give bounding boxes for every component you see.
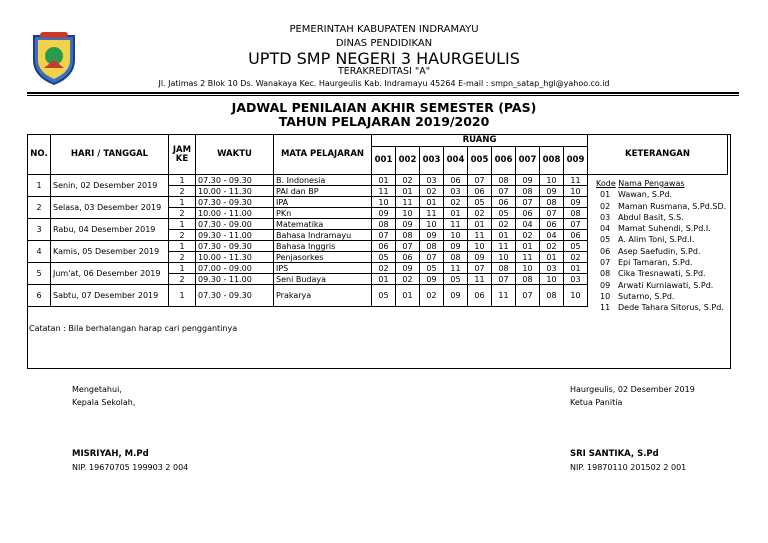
supervisor-name: Dede Tahara Sitorus, S.Pd.: [618, 303, 724, 313]
supervisor-code: 01: [600, 190, 611, 200]
supervisor-code: 04: [600, 224, 611, 234]
room-cell: 09: [420, 274, 444, 285]
room-cell: 11: [468, 230, 492, 241]
room-cell: 04: [540, 230, 564, 241]
room-header-cell: 004: [444, 147, 468, 175]
row-jam: 1: [169, 241, 196, 252]
room-cell: 02: [396, 175, 420, 186]
room-cell: 05: [444, 274, 468, 285]
row-subject: Bahasa Inggris: [274, 241, 372, 252]
header-line2: DINAS PENDIDIKAN: [335, 38, 433, 49]
room-cell: 02: [468, 208, 492, 219]
room-cell: 10: [444, 230, 468, 241]
room-cell: 07: [492, 186, 516, 197]
supervisor-code: 05: [600, 235, 611, 245]
header-room: RUANG: [372, 135, 588, 147]
room-cell: 08: [420, 241, 444, 252]
room-cell: 11: [492, 241, 516, 252]
row-jam: 2: [169, 252, 196, 263]
room-cell: 06: [516, 208, 540, 219]
room-cell: 02: [564, 252, 588, 263]
room-cell: 05: [564, 241, 588, 252]
room-cell: 01: [372, 274, 396, 285]
room-cell: 10: [564, 186, 588, 197]
room-cell: 05: [372, 252, 396, 263]
room-cell: 08: [444, 252, 468, 263]
header-subject: MATA PELAJARAN: [274, 135, 372, 175]
room-header-cell: 009: [564, 147, 588, 175]
row-subject: PAI dan BP: [274, 186, 372, 197]
supervisor-name: Wawan, S.Pd.: [618, 190, 672, 200]
room-cell: 01: [372, 175, 396, 186]
header-ket: KETERANGAN: [588, 135, 728, 175]
row-number: 6: [28, 285, 51, 307]
room-cell: 05: [492, 208, 516, 219]
list-item: [596, 246, 736, 257]
room-header-cell: 002: [396, 147, 420, 175]
legend-code-header: Kode: [596, 179, 616, 188]
header-line1: PEMERINTAH KABUPATEN INDRAMAYU: [289, 24, 479, 35]
room-cell: 08: [540, 197, 564, 208]
room-cell: 07: [492, 274, 516, 285]
signature-left: [72, 383, 135, 409]
supervisor-name: Mamat Suhendi, S.Pd.I.: [618, 224, 711, 234]
row-jam: 1: [169, 175, 196, 186]
room-cell: 10: [492, 252, 516, 263]
row-time: 09.30 - 11.00: [196, 230, 274, 241]
row-time: 07.00 - 09.00: [196, 263, 274, 274]
list-item: [596, 280, 736, 291]
row-subject: Matematika: [274, 219, 372, 230]
row-time: 07.30 - 09.30: [196, 175, 274, 186]
list-item: [596, 223, 736, 234]
header-no: NO.: [28, 135, 51, 175]
row-subject: IPS: [274, 263, 372, 274]
room-cell: 02: [372, 263, 396, 274]
row-date: Rabu, 04 Desember 2019: [51, 219, 169, 241]
room-cell: 03: [444, 186, 468, 197]
supervisor-legend: [596, 178, 736, 314]
room-cell: 02: [420, 285, 444, 307]
room-cell: 11: [516, 252, 540, 263]
page-subtitle: TAHUN PELAJARAN 2019/2020: [278, 114, 490, 129]
sig-right-nip: NIP. 19870110 201502 2 001: [570, 463, 687, 472]
room-cell: 10: [372, 197, 396, 208]
room-cell: 09: [420, 230, 444, 241]
signature-right: [570, 383, 695, 409]
room-cell: 09: [444, 241, 468, 252]
room-cell: 07: [516, 197, 540, 208]
supervisor-code: 08: [600, 269, 611, 279]
room-cell: 09: [540, 186, 564, 197]
accreditation: TERAKREDITASI "A": [337, 66, 431, 77]
legend-header: [596, 178, 736, 189]
room-cell: 02: [420, 186, 444, 197]
room-cell: 08: [540, 285, 564, 307]
room-cell: 11: [444, 263, 468, 274]
room-cell: 07: [468, 263, 492, 274]
room-header-cell: 007: [516, 147, 540, 175]
header-day: HARI / TANGGAL: [51, 135, 169, 175]
room-cell: 01: [492, 230, 516, 241]
room-cell: 01: [564, 263, 588, 274]
row-jam: 1: [169, 263, 196, 274]
supervisor-code: 11: [600, 303, 611, 313]
supervisor-name: A. Alim Toni, S.Pd.I.: [618, 235, 695, 245]
supervisor-name: Epi Tamaran, S.Pd.: [618, 258, 693, 268]
supervisor-code: 03: [600, 212, 611, 222]
supervisor-name: Arwati Kurniawati, S.Pd.: [618, 280, 714, 290]
page-title: JADWAL PENILAIAN AKHIR SEMESTER (PAS): [231, 100, 537, 115]
room-cell: 02: [516, 230, 540, 241]
room-cell: 02: [396, 274, 420, 285]
row-time: 09.30 - 11.00: [196, 274, 274, 285]
row-date: Selasa, 03 Desember 2019: [51, 197, 169, 219]
room-cell: 09: [372, 208, 396, 219]
row-number: 2: [28, 197, 51, 219]
row-time: 10.00 - 11.00: [196, 208, 274, 219]
room-cell: 10: [540, 274, 564, 285]
sig-left-line1: Mengetahui,: [72, 385, 122, 394]
room-cell: 09: [396, 263, 420, 274]
room-cell: 07: [372, 230, 396, 241]
school-name: UPTD SMP NEGERI 3 HAURGEULIS: [248, 49, 520, 68]
room-header-cell: 001: [372, 147, 396, 175]
room-cell: 11: [468, 274, 492, 285]
row-time: 10.00 - 11.30: [196, 252, 274, 263]
room-cell: 01: [444, 208, 468, 219]
room-cell: 10: [468, 241, 492, 252]
room-cell: 04: [516, 219, 540, 230]
list-item: [596, 189, 736, 200]
room-cell: 10: [420, 219, 444, 230]
room-cell: 07: [516, 285, 540, 307]
list-item: [596, 268, 736, 279]
room-cell: 08: [492, 175, 516, 186]
row-number: 5: [28, 263, 51, 285]
room-header-cell: 005: [468, 147, 492, 175]
row-jam: 1: [169, 197, 196, 208]
row-time: 07.30 - 09.30: [196, 197, 274, 208]
room-cell: 01: [396, 285, 420, 307]
room-cell: 06: [372, 241, 396, 252]
school-address: Jl. Jatimas 2 Blok 10 Ds. Wanakaya Kec. Haurgeulis Kab. Indramayu 45264 E-mail : smpn_satap_hgl@yahoo.co.id: [158, 79, 610, 88]
supervisor-name: Maman Rusmana, S.Pd.SD.: [618, 201, 727, 211]
room-cell: 10: [396, 208, 420, 219]
room-cell: 06: [468, 186, 492, 197]
supervisor-code: 02: [600, 201, 611, 211]
room-cell: 11: [372, 186, 396, 197]
row-subject: B. Indonesia: [274, 175, 372, 186]
room-cell: 07: [396, 241, 420, 252]
room-cell: 01: [516, 241, 540, 252]
room-cell: 02: [444, 197, 468, 208]
room-cell: 11: [492, 285, 516, 307]
room-cell: 03: [540, 263, 564, 274]
room-header-cell: 006: [492, 147, 516, 175]
room-cell: 01: [468, 219, 492, 230]
room-cell: 07: [564, 219, 588, 230]
room-cell: 09: [468, 252, 492, 263]
row-date: Jum'at, 06 Desember 2019: [51, 263, 169, 285]
row-subject: Prakarya: [274, 285, 372, 307]
room-cell: 02: [492, 219, 516, 230]
room-cell: 08: [396, 230, 420, 241]
row-number: 3: [28, 219, 51, 241]
room-cell: 01: [396, 186, 420, 197]
row-subject: IPA: [274, 197, 372, 208]
row-date: Kamis, 05 Desember 2019: [51, 241, 169, 263]
row-date: Sabtu, 07 Desember 2019: [51, 285, 169, 307]
row-time: 07.30 - 09.30: [196, 241, 274, 252]
room-cell: 05: [372, 285, 396, 307]
room-cell: 06: [396, 252, 420, 263]
header-jam: JAM KE: [169, 135, 196, 175]
room-cell: 08: [492, 263, 516, 274]
signature-right-name: [570, 447, 686, 474]
room-cell: 09: [564, 197, 588, 208]
supervisor-name: Abdul Basit, S.S.: [618, 212, 684, 222]
room-cell: 03: [420, 175, 444, 186]
letterhead-divider: [27, 92, 739, 94]
row-number: 1: [28, 175, 51, 197]
list-item: [596, 291, 736, 302]
room-cell: 09: [444, 285, 468, 307]
room-cell: 11: [420, 208, 444, 219]
note-text: Catatan : Bila berhalangan harap cari penggantinya: [29, 324, 238, 333]
room-cell: 11: [396, 197, 420, 208]
row-subject: Penjasorkes: [274, 252, 372, 263]
sig-right-line2: Ketua Panitia: [570, 398, 623, 407]
room-cell: 09: [396, 219, 420, 230]
room-cell: 08: [372, 219, 396, 230]
sig-left-line2: Kepala Sekolah,: [72, 398, 136, 407]
room-cell: 01: [420, 197, 444, 208]
sig-right-line1: Haurgeulis, 02 Desember 2019: [570, 385, 695, 394]
supervisor-name: Cika Tresnawati, S.Pd.: [618, 269, 706, 279]
list-item: [596, 212, 736, 223]
row-subject: Seni Budaya: [274, 274, 372, 285]
room-cell: 11: [444, 219, 468, 230]
row-subject: PKn: [274, 208, 372, 219]
letterhead-divider-thin: [27, 95, 739, 96]
room-cell: 01: [540, 252, 564, 263]
row-jam: 2: [169, 274, 196, 285]
legend-name-header: Nama Pengawas: [618, 179, 685, 188]
list-item: [596, 201, 736, 212]
room-cell: 09: [516, 175, 540, 186]
header-time: WAKTU: [196, 135, 274, 175]
row-number: 4: [28, 241, 51, 263]
supervisor-code: 07: [600, 258, 611, 268]
list-item: [596, 234, 736, 245]
list-item: [596, 302, 736, 313]
room-cell: 06: [540, 219, 564, 230]
row-time: 10.00 - 11.30: [196, 186, 274, 197]
room-header-cell: 008: [540, 147, 564, 175]
row-jam: 1: [169, 219, 196, 230]
sig-left-name: MISRIYAH, M.Pd: [72, 449, 149, 459]
room-cell: 06: [492, 197, 516, 208]
row-jam: 2: [169, 230, 196, 241]
room-cell: 08: [564, 208, 588, 219]
supervisor-name: Sutarno, S.Pd.: [618, 291, 675, 301]
row-time: 07.30 - 09.30: [196, 285, 274, 307]
room-cell: 05: [468, 197, 492, 208]
room-cell: 06: [564, 230, 588, 241]
room-cell: 02: [540, 241, 564, 252]
row-jam: 2: [169, 186, 196, 197]
supervisor-code: 09: [600, 280, 611, 290]
row-date: Senin, 02 Desember 2019: [51, 175, 169, 197]
room-cell: 06: [444, 175, 468, 186]
room-cell: 08: [516, 274, 540, 285]
room-cell: 07: [420, 252, 444, 263]
room-cell: 10: [540, 175, 564, 186]
signature-left-name: [72, 447, 188, 474]
supervisor-name: Asep Saefudin, S.Pd.: [618, 246, 701, 256]
room-cell: 10: [516, 263, 540, 274]
room-cell: 07: [468, 175, 492, 186]
room-header-cell: 003: [420, 147, 444, 175]
room-cell: 06: [468, 285, 492, 307]
list-item: [596, 257, 736, 268]
sig-left-nip: NIP. 19670705 199903 2 004: [72, 463, 189, 472]
room-cell: 08: [516, 186, 540, 197]
supervisor-code: 10: [600, 291, 611, 301]
room-cell: 10: [564, 285, 588, 307]
room-cell: 03: [564, 274, 588, 285]
row-subject: Bahasa Indramayu: [274, 230, 372, 241]
row-jam: 2: [169, 208, 196, 219]
row-time: 07.30 - 09.00: [196, 219, 274, 230]
sig-right-name: SRI SANTIKA, S.Pd: [570, 449, 659, 459]
room-cell: 11: [564, 175, 588, 186]
room-cell: 07: [540, 208, 564, 219]
room-cell: 05: [420, 263, 444, 274]
row-jam: 1: [169, 285, 196, 307]
supervisor-code: 06: [600, 246, 611, 256]
